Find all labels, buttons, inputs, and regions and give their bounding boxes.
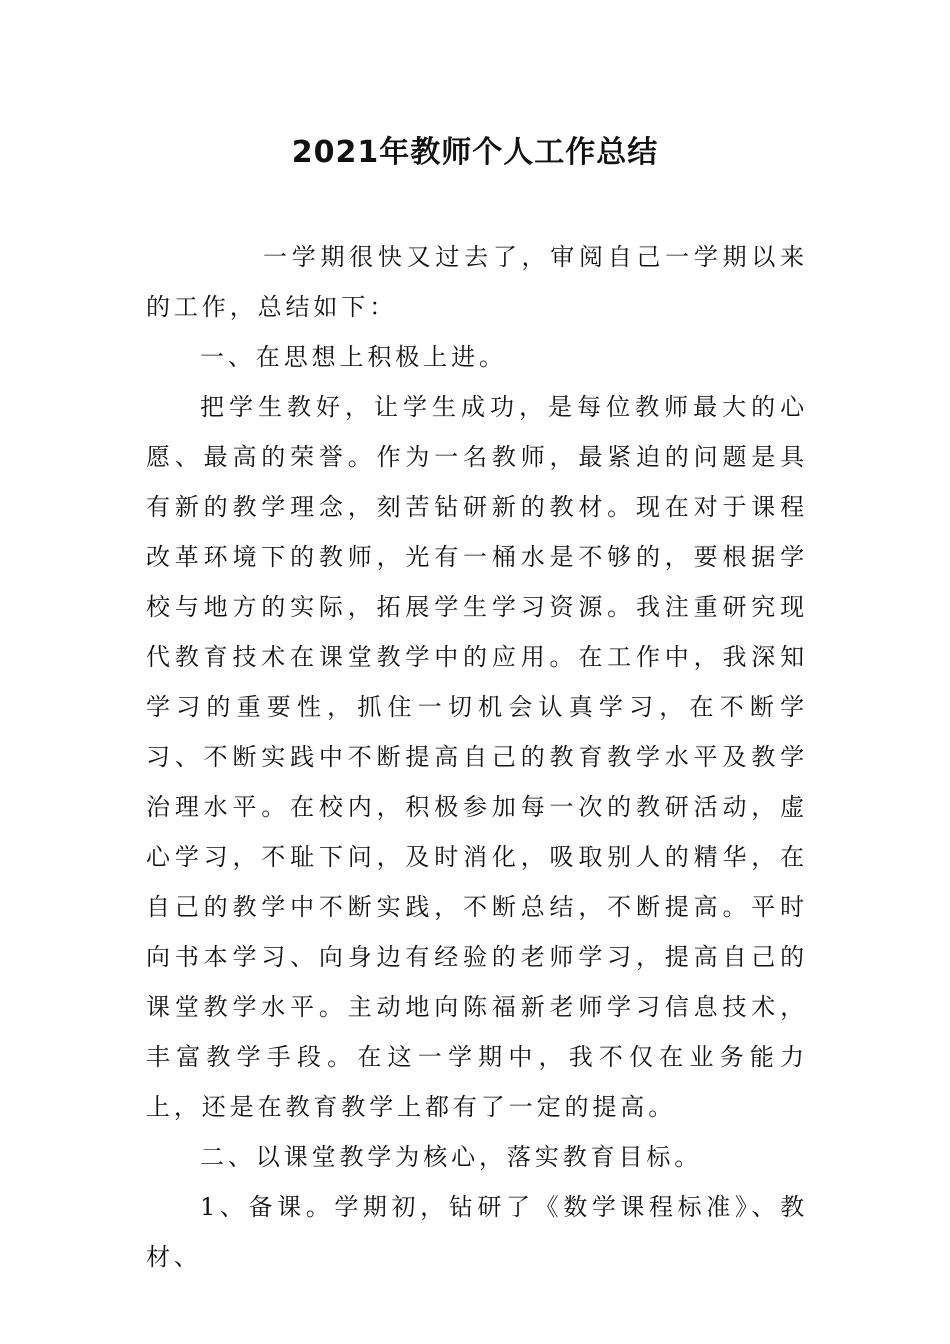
document-title: 2021年教师个人工作总结 — [291, 135, 659, 170]
intro-paragraph: 一学期很快又过去了，审阅自己一学期以来的工作，总结如下： — [146, 243, 808, 321]
section-1-paragraph: 把学生教好，让学生成功，是每位教师最大的心愿、最高的荣誉。作为一名教师，最紧迫的问题是具有新的教学理念，刻苦钻研新的教材。现在对于课程改革环境下的教师，光有一桶水是不够的，要根据学校与地方的实际，拓展学生学习资源。我注重研究现代教育技术在课堂教学中的应用。在工作中，我深知学习的重要性，抓住一切机会认真学习，在不断学习、不断实践中不断提高自己的教育教学水平及教学治理水平。在校内，积极参加每一次的教研活动，虚心学习，不耻下问，及时消化，吸取别人的精华，在自己的教学中不断实践，不断总结，不断提高。平时向书本学习、向身边有经验的老师学习，提高自己的课堂教学水平。主动地向陈福新老师学习信息技术，丰富教学手段。在这一学期中，我不仅在业务能力上，还是在教育教学上都有了一定的提高。 — [146, 393, 808, 1121]
document-body — [146, 232, 808, 1282]
section-heading-2: 二、以课堂教学为核心，落实教育目标。 — [200, 1143, 703, 1171]
lesson-prep-paragraph: 1、备课。学期初，钻研了《数学课程标准》、教材、 — [146, 1193, 808, 1271]
section-heading-1: 一、在思想上积极上进。 — [200, 343, 507, 371]
